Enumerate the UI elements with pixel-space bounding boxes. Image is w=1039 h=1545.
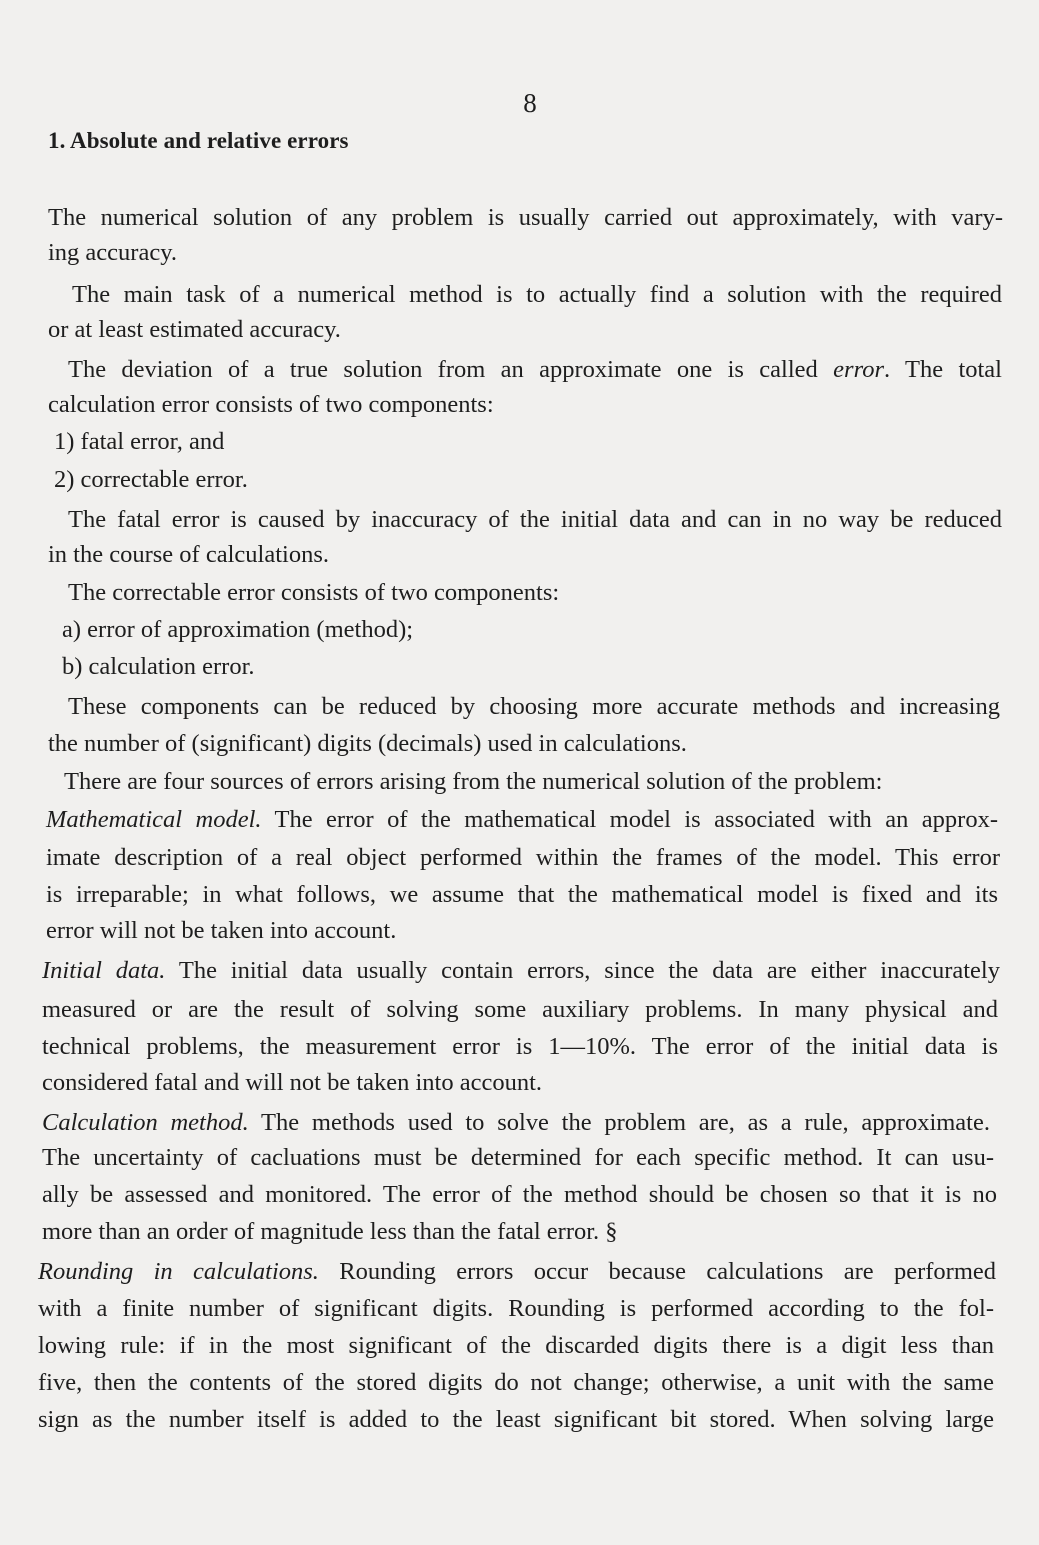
italic-term: error (833, 356, 884, 383)
text-line (46, 805, 998, 835)
text-run: The methods used to solve the problem are, as a rule, approximate. (248, 1109, 990, 1136)
text-line (42, 956, 1000, 986)
text-line (38, 1257, 996, 1287)
text-run: The correctable error consists of two components: (68, 579, 560, 606)
text-line (62, 652, 255, 682)
italic-term: Initial data. (42, 957, 166, 984)
text-line (42, 1068, 542, 1098)
section-heading: 1. Absolute and relative errors (48, 128, 349, 153)
text-run: error will not be taken into account. (46, 917, 397, 944)
text-line (42, 1108, 990, 1138)
text-run: 2) correctable error. (54, 466, 248, 493)
italic-term: Rounding in calculations. (38, 1258, 319, 1285)
text-run: measured or are the result of solving some auxiliary problems. In many physical and (42, 996, 998, 1023)
text-line (38, 1368, 994, 1398)
text-line (72, 280, 1002, 310)
text-run: sign as the number itself is added to the least significant bit stored. When solving large (38, 1406, 994, 1433)
text-run: Rounding errors occur because calculations are performed (318, 1258, 996, 1285)
text-line (48, 315, 341, 345)
text-run: The deviation of a true solution from an approximate one is called (68, 356, 834, 383)
italic-term: Mathematical model. (46, 806, 262, 833)
text-line (48, 203, 1003, 233)
text-line (54, 427, 224, 457)
text-line (42, 1217, 618, 1247)
text-line (54, 465, 248, 495)
text-run: lowing rule: if in the most significant of the discarded digits there is a digit less than (38, 1332, 994, 1359)
text-line (68, 692, 1000, 722)
text-run: The fatal error is caused by inaccuracy of the initial data and can in no way be reduced (68, 506, 1002, 533)
text-line (68, 505, 1002, 535)
text-run: the number of (significant) digits (decimals) used in calculations. (48, 730, 687, 757)
text-run: considered fatal and will not be taken into account. (42, 1069, 543, 1096)
text-run: calculation error consists of two components: (48, 391, 494, 418)
text-run: is irreparable; in what follows, we assume that the mathematical model is fixed and its (46, 881, 998, 908)
text-line (46, 880, 998, 910)
text-line (46, 916, 396, 946)
text-run: The initial data usually contain errors, since the data are either inaccurately (165, 957, 1000, 984)
text-run: b) calculation error. (62, 653, 255, 680)
text-run: The numerical solution of any problem is usually carried out approximately, with vary- (48, 204, 1003, 231)
text-run: . The total (883, 356, 1002, 383)
text-line (42, 995, 998, 1025)
text-run: more than an order of magnitude less than the fatal error. § (42, 1218, 618, 1245)
text-line (68, 355, 1002, 385)
italic-term: Calculation method. (42, 1109, 249, 1136)
text-run: ing accuracy. (48, 239, 177, 266)
text-line (48, 390, 494, 420)
text-run: five, then the contents of the stored digits do not change; otherwise, a unit with the same (38, 1369, 994, 1396)
text-run: in the course of calculations. (48, 541, 329, 568)
text-line (38, 1294, 994, 1324)
page-number: 8 (523, 88, 537, 118)
text-run: ally be assessed and monitored. The error of the method should be chosen so that it is no (42, 1181, 997, 1208)
text-run: with a finite number of significant digits. Rounding is performed according to the fol- (38, 1295, 994, 1322)
text-run: imate description of a real object performed within the frames of the model. This error (46, 844, 1000, 871)
text-line (48, 729, 687, 759)
text-run: The error of the mathematical model is associated with an approx- (261, 806, 998, 833)
text-line (38, 1331, 994, 1361)
text-line (42, 1143, 994, 1173)
text-line (42, 1180, 997, 1210)
text-run: technical problems, the measurement error is 1—10%. The error of the initial data is (42, 1033, 998, 1060)
text-line (48, 238, 177, 268)
text-run: a) error of approximation (method); (62, 616, 414, 643)
text-run: There are four sources of errors arising from the numerical solution of the problem: (64, 768, 883, 795)
text-run: 1) fatal error, and (54, 428, 225, 455)
text-line (38, 1405, 994, 1435)
text-line (46, 843, 1000, 873)
text-run: The main task of a numerical method is to actually find a solution with the required (72, 281, 1002, 308)
text-line (64, 767, 882, 797)
text-run: The uncertainty of cacluations must be determined for each specific method. It can usu- (42, 1144, 994, 1171)
text-line (68, 578, 559, 608)
text-line (62, 615, 413, 645)
text-run: These components can be reduced by choosing more accurate methods and increasing (68, 693, 1000, 720)
text-line (42, 1032, 998, 1062)
text-run: or at least estimated accuracy. (48, 316, 341, 343)
text-line (48, 540, 329, 570)
